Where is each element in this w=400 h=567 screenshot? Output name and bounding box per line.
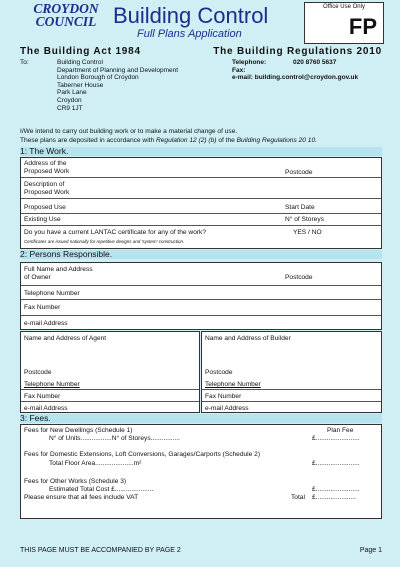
work-box	[20, 157, 382, 249]
section-1-heading: 1: The Work.	[20, 147, 382, 156]
total-fee[interactable]: £......................	[312, 494, 356, 501]
act-line	[20, 46, 382, 57]
other-works-row[interactable]	[21, 478, 381, 508]
telephone-label: Telephone Number	[24, 290, 80, 297]
page-number: Page 1	[359, 547, 382, 554]
estimated-cost-line: Estimated Total Cost £.....................	[49, 486, 154, 493]
fax-label: Fax:	[232, 66, 246, 74]
new-dwellings-label: Fees for New Dwellings (Schedule 1)	[24, 427, 133, 434]
form-subtitle: Full Plans Application	[137, 28, 242, 40]
building-act: The Building Act 1984	[20, 46, 141, 57]
floor-area-line: Total Floor Area.....................m²	[49, 460, 142, 467]
address-line: Building Control	[57, 59, 103, 66]
other-works-label: Fees for Other Works (Schedule 3)	[24, 478, 127, 485]
agent-telephone-row[interactable]	[21, 378, 199, 390]
email-label: e-mail Address	[24, 320, 68, 327]
logo-line-2: COUNCIL	[35, 14, 97, 29]
intro-regulation: Regulation 12 (2) (b)	[156, 137, 217, 144]
email-address: building.control@croydon.gov.uk	[254, 74, 359, 82]
postcode-label: Postcode	[285, 169, 313, 176]
intro-regs: Building Regulations 20 10.	[236, 137, 317, 144]
to-address	[57, 59, 178, 112]
owner-fax-row[interactable]	[21, 300, 381, 316]
agent-box	[20, 331, 200, 413]
owner-label: Full Name and Address	[24, 266, 93, 273]
address-line: Department of Planning and Development	[57, 66, 179, 74]
fax-label: Fax Number	[205, 393, 242, 400]
owner-telephone-row[interactable]	[21, 286, 381, 300]
units-storeys-line: N° of Units.................N° of Storeys................	[49, 435, 180, 442]
contact-block	[232, 59, 358, 82]
lantac-answer[interactable]: YES / NO	[293, 229, 322, 236]
description-label: Proposed Work	[24, 189, 70, 196]
proposed-use-row[interactable]	[21, 199, 381, 214]
office-use-box	[304, 2, 384, 44]
postcode-label: Postcode	[24, 369, 52, 376]
intro-text: These plans are deposited in accordance with	[20, 137, 156, 144]
builder-postcode-row[interactable]	[202, 366, 381, 378]
builder-title: Name and Address of Builder	[205, 335, 291, 342]
start-date-label: Start Date	[285, 204, 315, 211]
intro-line-2	[20, 137, 317, 145]
plan-fee-label: Plan Fee	[327, 427, 354, 434]
croydon-council-logo	[20, 2, 112, 28]
description-label: Description of	[24, 181, 65, 188]
footer-note: THIS PAGE MUST BE ACCOMPANIED BY PAGE 2	[20, 547, 181, 554]
total-label: Total	[291, 494, 305, 501]
other-works-fee[interactable]: £........................	[312, 486, 360, 493]
new-dwellings-row[interactable]	[21, 425, 381, 448]
address-line: Croydon	[57, 96, 82, 104]
builder-email-row[interactable]	[202, 402, 381, 414]
postcode-label: Postcode	[205, 369, 233, 376]
office-use-label: Office Use Only	[323, 4, 365, 10]
lantac-note: Certificates are issued nationally for repetitive designs and 'system' construction.	[24, 239, 185, 244]
telephone-label: Telephone Number	[205, 381, 261, 388]
email-label: e-mail Address	[24, 405, 68, 412]
description-row[interactable]	[21, 178, 381, 199]
extensions-label: Fees for Domestic Extensions, Loft Conversions, Garages/Carports (Schedule 2)	[24, 451, 261, 458]
proposed-use-label: Proposed Use	[24, 204, 66, 211]
existing-use-row[interactable]	[21, 214, 381, 226]
lantac-row[interactable]	[21, 226, 381, 248]
builder-address-area[interactable]	[202, 332, 381, 366]
agent-postcode-row[interactable]	[21, 366, 199, 378]
address-row[interactable]	[21, 158, 381, 178]
postcode-label: Postcode	[285, 274, 313, 281]
logo-line-1: CROYDON	[33, 1, 99, 16]
agent-title: Name and Address of Agent	[24, 335, 107, 342]
footer	[20, 547, 382, 554]
address-label: Proposed Work	[24, 168, 70, 175]
section-2-heading: 2: Persons Responsible.	[20, 250, 382, 259]
lantac-question: Do you have a current LANTAC certificate for any of the work?	[24, 229, 207, 236]
agent-address-area[interactable]	[21, 332, 199, 366]
section-3-heading: 3: Fees.	[20, 414, 382, 423]
address-line: London Borough of Croydon	[57, 74, 139, 82]
builder-fax-row[interactable]	[202, 390, 381, 402]
storeys-label: N° of Storeys	[285, 216, 324, 223]
vat-note: Please ensure that all fees include VAT	[24, 494, 139, 501]
address-line: Taberner House	[57, 81, 104, 89]
intro-text: of the	[216, 137, 237, 144]
email-label: e-mail Address	[205, 405, 249, 412]
to-label: To:	[20, 59, 29, 66]
dwellings-fee[interactable]: £........................	[312, 435, 360, 442]
telephone-number: 020 8760 5637	[293, 59, 337, 66]
telephone-label: Telephone Number	[24, 381, 80, 388]
address-line: Park Lane	[57, 89, 87, 97]
address-line: CR9 1JT	[57, 104, 83, 112]
intro-line-1: I/We intend to carry out building work or to make a material change of use.	[20, 128, 238, 135]
building-regulations: The Building Regulations 2010	[213, 46, 382, 57]
address-label: Address of the	[24, 160, 67, 167]
office-code: FP	[348, 14, 377, 39]
agent-fax-row[interactable]	[21, 390, 199, 402]
builder-telephone-row[interactable]	[202, 378, 381, 390]
extensions-row[interactable]	[21, 449, 381, 471]
owner-label: of Owner	[24, 274, 51, 281]
fax-label: Fax Number	[24, 393, 61, 400]
owner-row[interactable]	[21, 263, 381, 286]
email-label: e-mail:	[232, 74, 253, 82]
fees-box	[20, 424, 382, 519]
existing-use-label: Existing Use	[24, 216, 61, 223]
builder-box	[201, 331, 382, 413]
owner-box	[20, 262, 382, 330]
form-title: Building Control	[113, 3, 269, 28]
fax-label: Fax Number	[24, 304, 61, 311]
extensions-fee[interactable]: £........................	[312, 460, 360, 467]
telephone-label: Telephone:	[232, 59, 267, 66]
owner-email-row[interactable]	[21, 316, 381, 330]
